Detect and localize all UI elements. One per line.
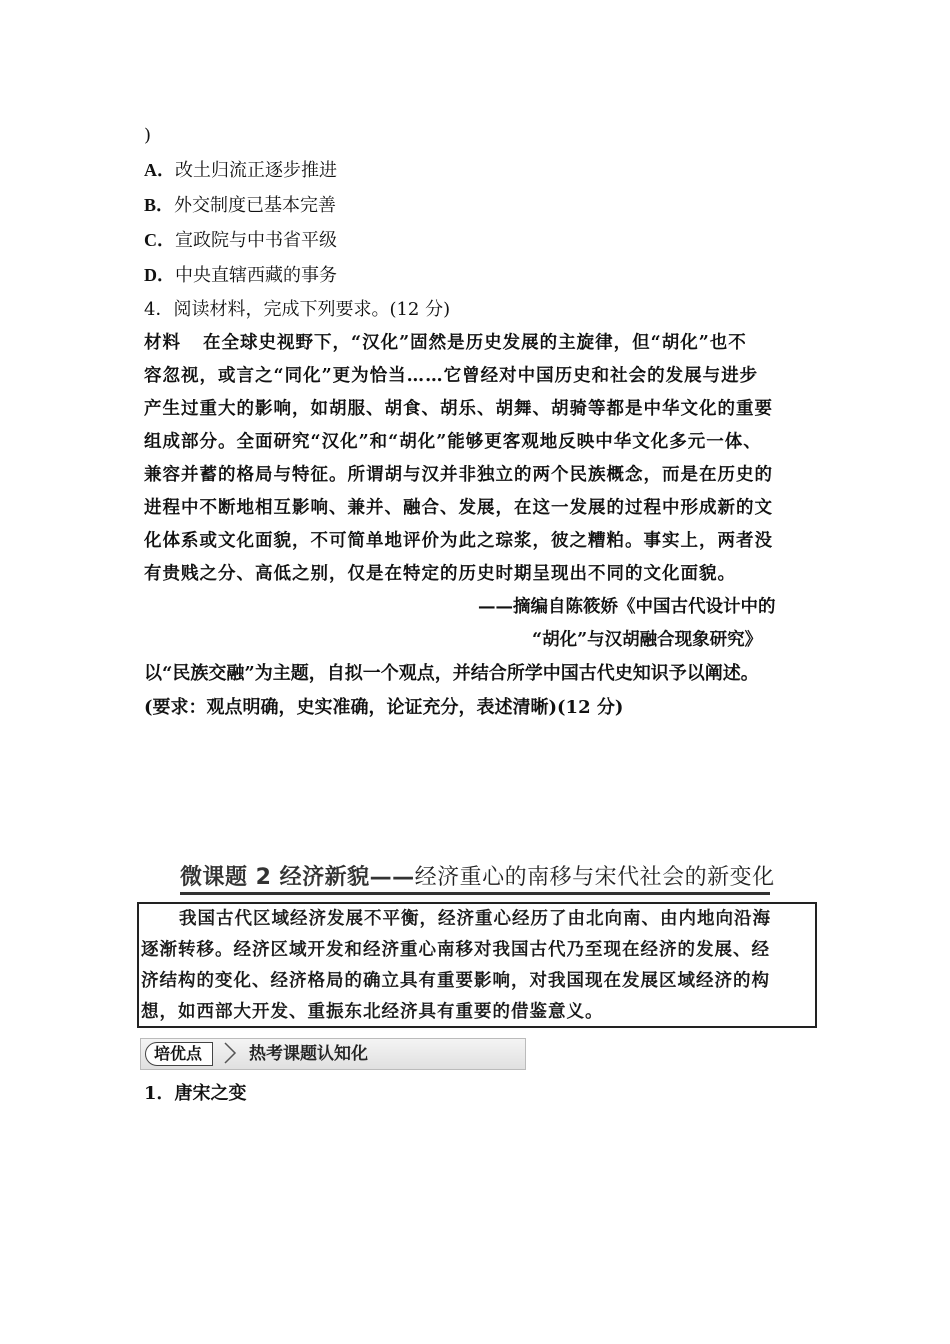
question4-requirement: (要求：观点明确，史实准确，论证充分，表述清晰)(12 分) bbox=[144, 697, 624, 718]
intro-line: 逐渐转移。经济区域开发和经济重心南移对我国古代乃至现在经济的发展、经 bbox=[141, 940, 770, 960]
intro-line: 济结构的变化、经济格局的确立具有重要影响，对我国现在发展区域经济的构 bbox=[141, 971, 770, 991]
option-c bbox=[144, 228, 337, 253]
section-heading bbox=[180, 860, 775, 895]
material-block bbox=[144, 327, 810, 591]
option-letter: D． bbox=[144, 265, 175, 285]
intro-line: 我国古代区域经济发展不平衡，经济重心经历了由北向南、由内地向沿海 bbox=[179, 909, 771, 929]
intro-box bbox=[137, 902, 817, 1028]
material-line: 有贵贱之分、高低之别，仅是在特定的历史时期呈现出不同的文化面貌。 bbox=[144, 564, 736, 584]
question4-task: 以“民族交融”为主题，自拟一个观点，并结合所学中国古代史知识予以阐述。 bbox=[144, 663, 759, 684]
material-line: 组成部分。全面研究“汉化”和“胡化”能够更客观地反映中华文化多元一体、 bbox=[144, 432, 762, 452]
item-1-title: 1．唐宋之变 bbox=[144, 1083, 247, 1104]
material-line: 兼容并蓄的格局与特征。所谓胡与汉并非独立的两个民族概念，而是在历史的 bbox=[144, 465, 773, 485]
source-line-2: “胡化”与汉胡融合现象研究》 bbox=[532, 630, 763, 650]
option-a bbox=[144, 158, 337, 183]
option-letter: A． bbox=[144, 160, 175, 180]
bracket-close: ) bbox=[144, 125, 152, 146]
source-line-1: ——摘编自陈筱娇《中国古代设计中的 bbox=[478, 597, 776, 617]
material-line: 进程中不断地相互影响、兼并、融合、发展，在这一发展的过程中形成新的文 bbox=[144, 498, 773, 518]
question4-prompt: 4．阅读材料，完成下列要求。(12 分) bbox=[144, 299, 451, 320]
option-text: 宣政院与中书省平级 bbox=[175, 230, 337, 251]
bar-tag: 培优点 bbox=[145, 1042, 213, 1066]
material-line: 产生过重大的影响，如胡服、胡食、胡乐、胡舞、胡骑等都是中华文化的重要 bbox=[144, 399, 773, 419]
heading-prefix: 微课题 2 经济新貌—— bbox=[180, 865, 415, 890]
material-line: 化体系或文化面貌，不可简单地评价为此之琮浆，彼之糟粕。事实上，两者没 bbox=[144, 531, 773, 551]
material-line: 容忽视，或言之“同化”更为恰当……它曾经对中国历史和社会的发展与进步 bbox=[144, 366, 759, 386]
intro-line: 想，如西部大开发、重振东北经济具有重要的借鉴意义。 bbox=[141, 1002, 604, 1022]
bar-title: 热考课题认知化 bbox=[249, 1044, 368, 1064]
chevron-right-icon bbox=[221, 1041, 241, 1065]
material-line: 材料 在全球史视野下，“汉化”固然是历史发展的主旋律，但“胡化”也不 bbox=[144, 333, 747, 353]
heading-title: 经济重心的南移与宋代社会的新变化 bbox=[414, 865, 775, 890]
option-text: 中央直辖西藏的事务 bbox=[175, 265, 337, 286]
section-bar bbox=[140, 1038, 526, 1070]
option-letter: C． bbox=[144, 230, 175, 250]
option-text: 改土归流正逐步推进 bbox=[175, 160, 337, 181]
option-letter: B． bbox=[144, 195, 175, 215]
option-d bbox=[144, 263, 337, 288]
option-text: 外交制度已基本完善 bbox=[174, 195, 337, 216]
option-b bbox=[144, 193, 336, 218]
material-label: 材料 bbox=[144, 333, 181, 353]
